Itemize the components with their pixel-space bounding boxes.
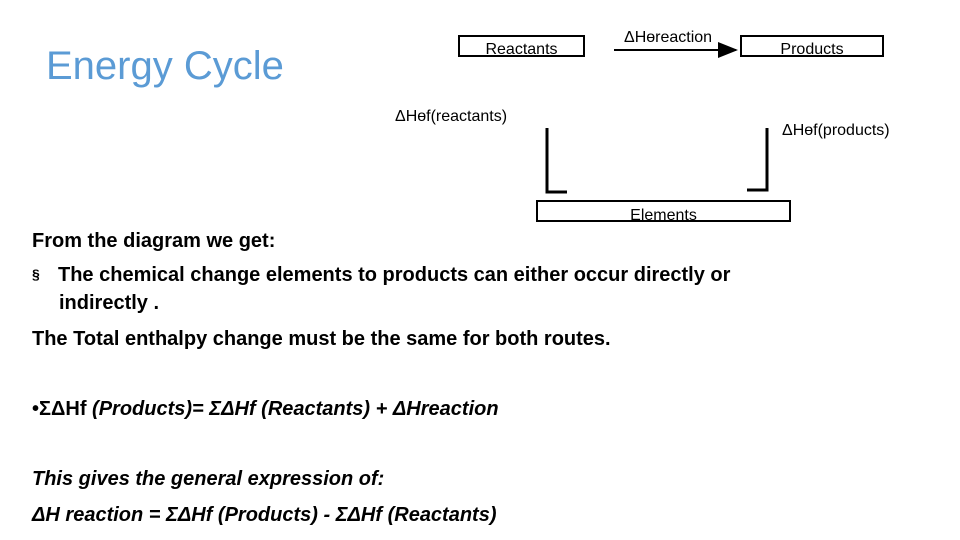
- bullet-line-1: The chemical change elements to products can either occur directly or: [58, 264, 731, 286]
- slide-title: Energy Cycle: [46, 44, 284, 88]
- bullet-marker: §: [32, 266, 40, 282]
- reactants-label: Reactants: [485, 41, 558, 57]
- general-expression: ΔH reaction = ΣΔHf (Products) - ΣΔHf (Reactants): [32, 504, 497, 526]
- sum-formula: [32, 398, 499, 421]
- products-path: [747, 128, 767, 190]
- products-label: Products: [780, 41, 844, 57]
- intro-text: From the diagram we get:: [32, 230, 276, 252]
- formula-rest: (Products)= ΣΔHf (Reactants) + ΔHreaction: [86, 398, 499, 420]
- expression-intro: This gives the general expression of:: [32, 468, 385, 490]
- elements-label: Elements: [630, 207, 697, 222]
- delta-h-products-label: ΔHөf(products): [782, 122, 890, 139]
- bullet-item: [32, 264, 730, 287]
- total-enthalpy-text: The Total enthalpy change must be the same for both routes.: [32, 328, 611, 350]
- delta-h-reaction-label: ΔHөreaction: [624, 29, 713, 46]
- formula-lead: •ΣΔHf: [32, 398, 87, 420]
- delta-h-reactants-label: ΔHөf(reactants): [395, 108, 508, 125]
- bullet-line-2: indirectly .: [59, 292, 160, 314]
- reactants-path: [547, 128, 567, 192]
